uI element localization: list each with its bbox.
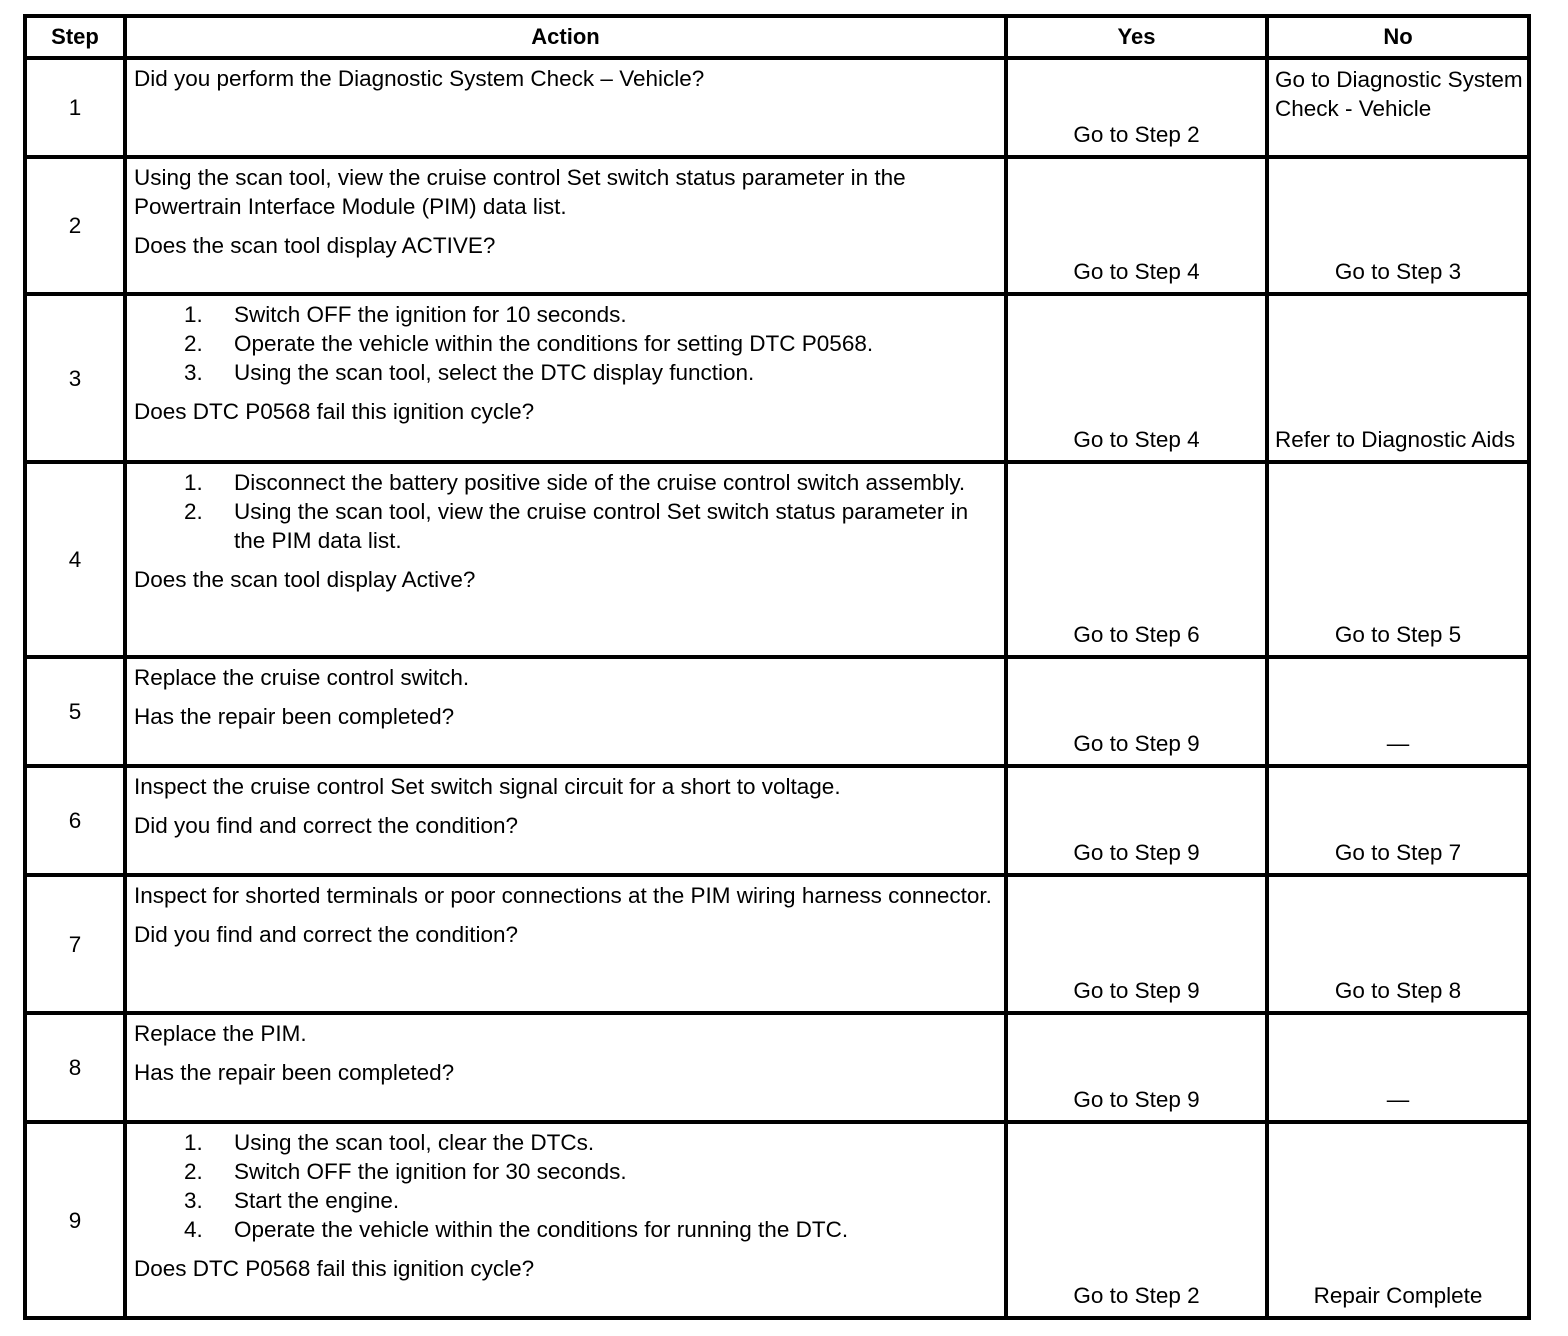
table-row [25, 875, 1529, 1013]
action-cell [125, 157, 1006, 294]
list-item: 2. Using the scan tool, view the cruise control Set switch status parameter in the PIM data list. [184, 499, 969, 553]
step-number: 3 [25, 294, 125, 462]
table-row [25, 294, 1529, 462]
action-cell [125, 766, 1006, 875]
list-item: 3. Using the scan tool, select the DTC display function. [184, 360, 755, 385]
diagnostic-table [23, 14, 1531, 1320]
action-text: Replace the PIM. [134, 1021, 307, 1046]
list-item: 2. Operate the vehicle within the conditions for setting DTC P0568. [184, 331, 874, 356]
action-question: Does DTC P0568 fail this ignition cycle? [134, 1256, 535, 1281]
table-row [25, 657, 1529, 766]
table-row [25, 58, 1529, 157]
action-cell [125, 1013, 1006, 1122]
table-row [25, 1122, 1529, 1318]
action-text: Using the scan tool, view the cruise control Set switch status parameter in the Powertrain Interface Module (PIM) data list. [134, 165, 906, 219]
no-cell: Refer to Diagnostic Aids [1267, 294, 1529, 462]
yes-cell: Go to Step 2 [1006, 1122, 1267, 1318]
header-no: No [1267, 16, 1529, 58]
no-cell: Repair Complete [1267, 1122, 1529, 1318]
table-row [25, 462, 1529, 657]
action-cell [125, 657, 1006, 766]
step-number: 7 [25, 875, 125, 1013]
yes-cell: Go to Step 9 [1006, 657, 1267, 766]
header-step: Step [25, 16, 125, 58]
action-question: Does the scan tool display ACTIVE? [134, 233, 496, 258]
step-number: 1 [25, 58, 125, 157]
no-cell: Go to Step 5 [1267, 462, 1529, 657]
no-cell: Go to Step 3 [1267, 157, 1529, 294]
action-question: Did you find and correct the condition? [134, 813, 518, 838]
action-steps-list [134, 468, 998, 555]
step-number: 5 [25, 657, 125, 766]
yes-cell: Go to Step 4 [1006, 294, 1267, 462]
action-cell [125, 875, 1006, 1013]
table-row [25, 766, 1529, 875]
table-row [25, 157, 1529, 294]
list-item: 2. Switch OFF the ignition for 30 seconds. [184, 1159, 627, 1184]
table-row [25, 1013, 1529, 1122]
step-number: 8 [25, 1013, 125, 1122]
no-cell: — [1267, 1013, 1529, 1122]
action-steps-list [134, 1128, 998, 1244]
no-cell: Go to Step 8 [1267, 875, 1529, 1013]
no-cell: Go to Diagnostic System Check - Vehicle [1267, 58, 1529, 157]
step-number: 9 [25, 1122, 125, 1318]
action-cell [125, 1122, 1006, 1318]
no-cell: — [1267, 657, 1529, 766]
list-item: 3. Start the engine. [184, 1188, 400, 1213]
yes-cell: Go to Step 9 [1006, 766, 1267, 875]
action-question: Does the scan tool display Active? [134, 567, 476, 592]
action-question: Did you find and correct the condition? [134, 922, 518, 947]
action-cell [125, 462, 1006, 657]
list-item: 1. Disconnect the battery positive side of the cruise control switch assembly. [184, 470, 966, 495]
yes-cell: Go to Step 4 [1006, 157, 1267, 294]
step-number: 6 [25, 766, 125, 875]
header-action: Action [125, 16, 1006, 58]
header-row [25, 16, 1529, 58]
yes-cell: Go to Step 9 [1006, 875, 1267, 1013]
yes-cell: Go to Step 6 [1006, 462, 1267, 657]
yes-cell: Go to Step 9 [1006, 1013, 1267, 1122]
list-item: 1. Using the scan tool, clear the DTCs. [184, 1130, 595, 1155]
yes-cell: Go to Step 2 [1006, 58, 1267, 157]
step-number: 4 [25, 462, 125, 657]
action-question: Does DTC P0568 fail this ignition cycle? [134, 399, 535, 424]
action-text: Inspect for shorted terminals or poor connections at the PIM wiring harness connector. [134, 883, 992, 908]
action-cell [125, 294, 1006, 462]
action-question: Has the repair been completed? [134, 704, 455, 729]
action-question: Has the repair been completed? [134, 1060, 455, 1085]
no-cell: Go to Step 7 [1267, 766, 1529, 875]
action-steps-list [134, 300, 998, 387]
action-text: Replace the cruise control switch. [134, 665, 470, 690]
action-text: Did you perform the Diagnostic System Check – Vehicle? [134, 66, 705, 91]
list-item: 1. Switch OFF the ignition for 10 seconds. [184, 302, 627, 327]
action-cell [125, 58, 1006, 157]
step-number: 2 [25, 157, 125, 294]
list-item: 4. Operate the vehicle within the conditions for running the DTC. [184, 1217, 849, 1242]
header-yes: Yes [1006, 16, 1267, 58]
action-text: Inspect the cruise control Set switch signal circuit for a short to voltage. [134, 774, 841, 799]
